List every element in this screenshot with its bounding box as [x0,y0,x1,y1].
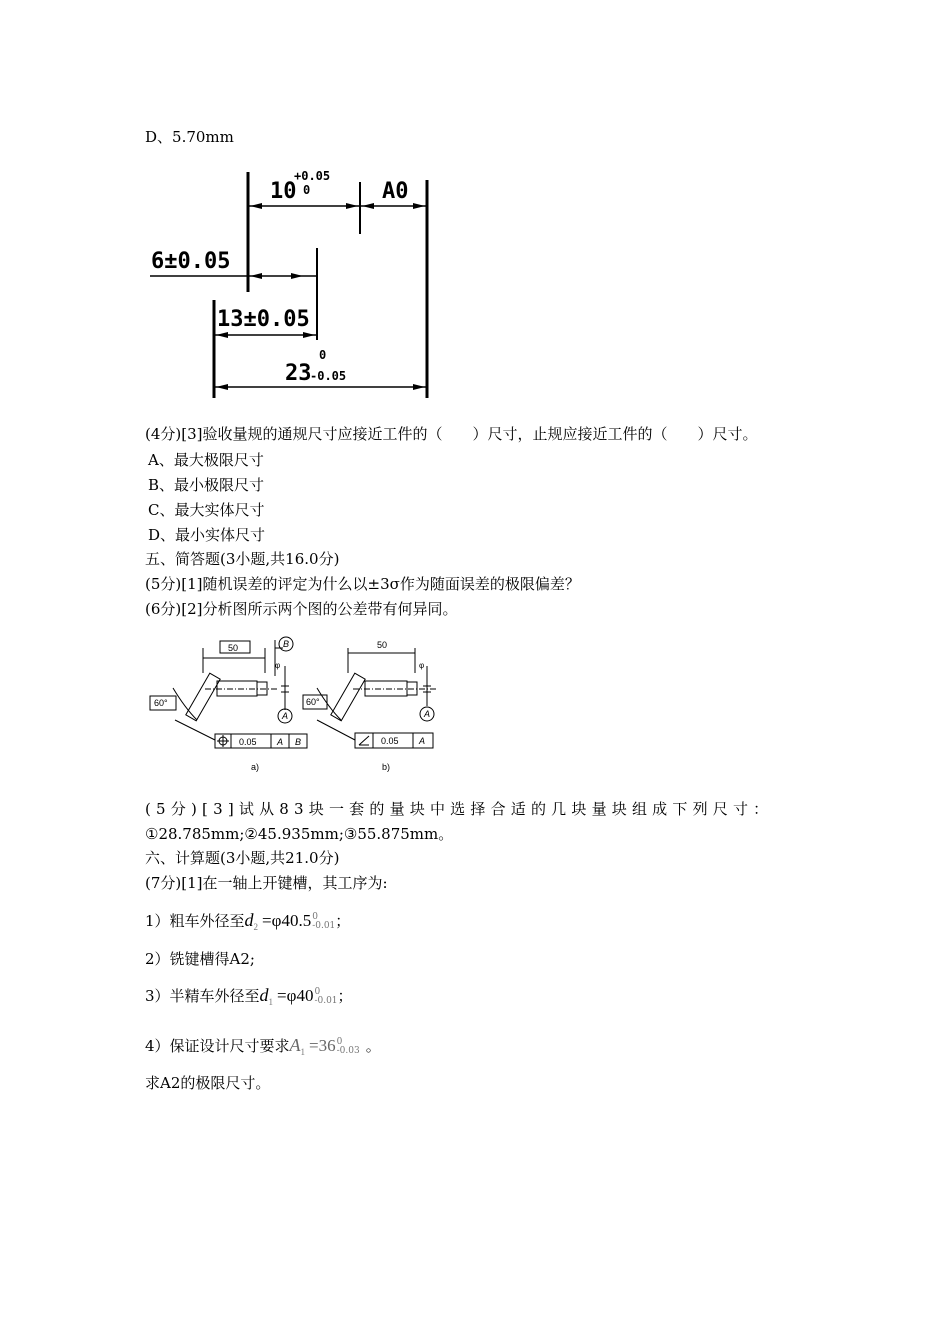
section-6-heading: 六、计算题(3小题,共21.0分) [145,849,340,867]
step-3-end: ； [337,987,353,1005]
fig-a-frame-ref1: A [277,737,284,747]
question-5-1: (5分)[1]随机误差的评定为什么以±3σ作为随面误差的极限偏差？ [145,575,580,593]
dim-top-label: 10 [270,179,297,204]
fig-a-phi: φ [275,661,281,670]
fig-a-caption: a) [251,762,260,772]
step-3-eq: =φ40 [277,986,314,1005]
step-1-eq: =φ40.5 [262,911,312,930]
section-5-heading: 五、简答题(3小题,共16.0分) [145,550,340,568]
step-4-sub: 1 [300,1047,306,1057]
fig-b-caption: b) [382,762,391,772]
fig-a-dim: 50 [228,643,239,653]
step-1-tolerance [312,913,335,931]
step-4-upper: 0 [336,1037,343,1047]
step-1-var: d [244,910,254,930]
dim-mid-label: 13±0.05 [217,307,310,332]
step-3 [145,985,353,1012]
step-1-end: ； [335,912,351,930]
dimension-chain-figure [145,160,445,405]
dim-top-lower: 0 [303,183,311,197]
fig-a-datum-b: B [283,639,290,649]
step-4 [145,1035,381,1062]
fig-a-frame-value: 0.05 [239,737,257,747]
dim-bottom-lower: -0.05 [310,369,347,383]
step-4-eq: =36 [309,1036,336,1055]
step-4-var: A [289,1035,301,1055]
question-5-3-line2: ①28.785mm;②45.935mm;③55.875mm。 [145,825,454,843]
question-4-3: (4分)[3]验收量规的通规尺寸应接近工件的（ ）尺寸，止规应接近工件的（ ）尺寸。 [145,425,758,443]
step-4-tolerance [337,1038,360,1056]
step-3-sub: 1 [268,997,274,1007]
fig-b-angle: 60° [306,697,320,707]
step-1 [145,910,350,937]
fig-b-frame-ref1: A [419,736,426,746]
step-3-lower: -0.01 [314,996,338,1006]
tolerance-figure [145,628,455,780]
dim-bottom-label: 23 [285,361,312,386]
step-3-var: d [259,985,269,1005]
question-5-3-line1: (5分)[3]试从83块一套的量块中选择合适的几块量块组成下列尺寸： [145,800,774,818]
fig-a-angle: 60° [154,698,168,708]
option-b: B、最小极限尺寸 [148,476,265,494]
dim-bottom-upper: 0 [319,348,327,362]
fig-a-frame-ref2: B [295,737,302,747]
fig-b-frame-value: 0.05 [381,736,399,746]
step-4-end: 。 [365,1037,381,1055]
dim-a0-label: A0 [382,179,409,204]
step-4-lower: -0.03 [336,1046,360,1056]
step-4-prefix: 4）保证设计尺寸要求 [145,1037,290,1055]
option-d-text: D、5.70mm [145,128,234,146]
question-5-2: (6分)[2]分析图所示两个图的公差带有何异同。 [145,600,458,618]
fig-a-datum-a: A [282,711,289,721]
fig-b-datum-a: A [424,709,431,719]
step-1-upper: 0 [312,912,318,922]
step-3-upper: 0 [314,987,321,997]
dim-top-upper: +0.05 [294,169,331,183]
option-c: C、最大实体尺寸 [148,501,265,519]
fig-b-phi: φ [419,661,425,670]
option-d: D、最小实体尺寸 [148,526,266,544]
step-2: 2）铣键槽得A2; [145,950,255,968]
option-a: A、最大极限尺寸 [148,451,264,469]
step-1-sub: 2 [253,922,259,932]
step-1-lower: -0.01 [312,921,336,931]
dim-left-label: 6±0.05 [151,249,231,274]
fig-b-dim: 50 [377,640,388,650]
question-6-1: (7分)[1]在一轴上开键槽，其工序为: [145,874,388,892]
final-question: 求A2的极限尺寸。 [145,1074,271,1092]
step-3-prefix: 3）半精车外径至 [145,987,260,1005]
step-3-tolerance [314,988,337,1006]
step-1-prefix: 1）粗车外径至 [145,912,245,930]
